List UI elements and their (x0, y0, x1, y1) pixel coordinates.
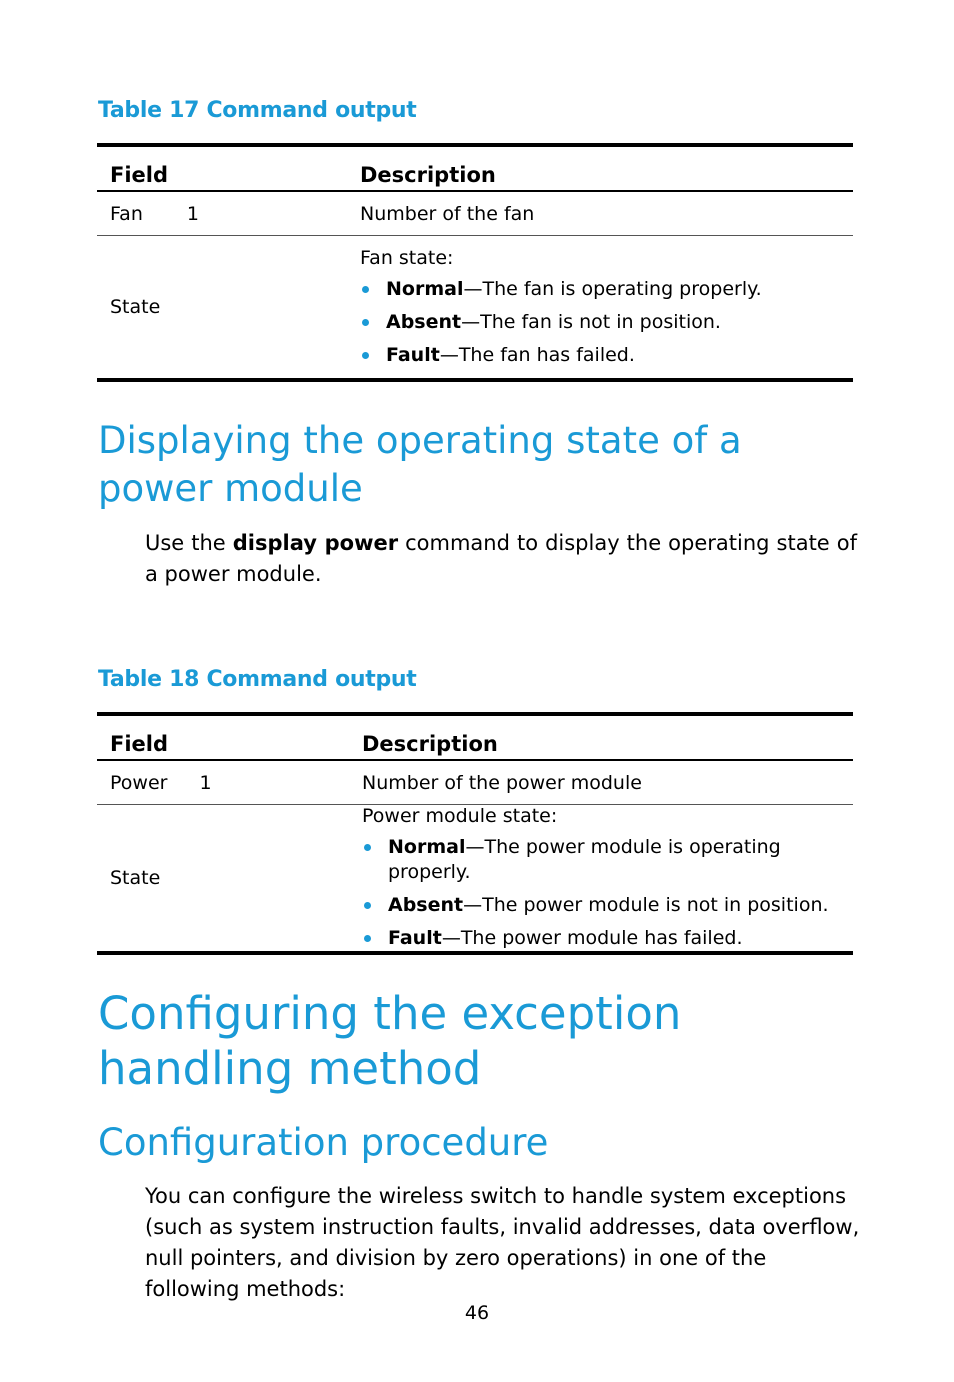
state-term: Absent (386, 310, 462, 333)
field-number: 1 (199, 771, 212, 794)
field-number: 1 (186, 202, 199, 225)
state-term: Fault (388, 927, 442, 949)
state-term: Normal (386, 277, 464, 300)
state-list (362, 835, 853, 951)
bullet-icon (362, 286, 369, 293)
table-17 (97, 143, 853, 382)
state-text: —The power module has failed. (441, 927, 743, 949)
state-lead: Power module state: (362, 805, 558, 827)
header-description: Description (347, 145, 853, 191)
table-17-caption: Table 17 Command output (98, 98, 417, 123)
table-row (97, 236, 853, 381)
state-term: Absent (388, 894, 464, 916)
configuration-procedure-heading: Configuration procedure (98, 1121, 549, 1164)
power-section-heading: Displaying the operating state of a power module (98, 419, 742, 510)
description-cell (349, 805, 853, 954)
list-item (360, 343, 853, 368)
bullet-icon (364, 935, 371, 942)
table-18 (97, 712, 853, 955)
field-cell: State (97, 236, 347, 381)
table-header-row (97, 145, 853, 191)
list-item (362, 926, 853, 951)
description-cell: Number of the fan (347, 191, 853, 236)
field-cell (97, 760, 349, 805)
state-term: Fault (386, 343, 440, 366)
state-text: —The power module is not in position. (463, 894, 829, 916)
list-item (360, 277, 853, 302)
list-item (362, 893, 853, 918)
para-text-pre: Use the (145, 531, 233, 555)
page-number: 46 (464, 1302, 490, 1324)
state-lead: Fan state: (360, 246, 454, 269)
state-list (360, 277, 853, 368)
power-section-paragraph (145, 528, 857, 590)
field-cell: State (97, 805, 349, 954)
bullet-icon (364, 844, 371, 851)
table-row (97, 191, 853, 236)
state-text: —The fan has failed. (439, 343, 635, 366)
table-header-row (97, 714, 853, 760)
state-term: Normal (388, 836, 466, 858)
description-cell (347, 236, 853, 381)
table-row (97, 805, 853, 954)
list-item (362, 835, 853, 885)
bullet-icon (362, 319, 369, 326)
field-cell (97, 191, 347, 236)
description-cell: Number of the power module (349, 760, 853, 805)
header-field: Field (97, 714, 349, 760)
header-field: Field (97, 145, 347, 191)
state-text: —The power module is operating properly. (388, 836, 781, 883)
command-name: display power (232, 531, 399, 555)
exception-section-heading: Configuring the exception handling method (98, 987, 682, 1095)
field-name: Fan (110, 202, 143, 225)
list-item (360, 310, 853, 335)
bullet-icon (364, 902, 371, 909)
state-text: —The fan is operating properly. (463, 277, 762, 300)
header-description: Description (349, 714, 853, 760)
bullet-icon (362, 352, 369, 359)
table-row (97, 760, 853, 805)
para-text-post: command to display the operating state of a power module. (145, 531, 857, 586)
exception-paragraph: You can configure the wireless switch to handle system exceptions (such as system instruction faults, invalid addresses, data overflow, null pointers, and division by zero operations) in one of the following methods: (145, 1184, 860, 1301)
field-name: Power (110, 771, 168, 794)
table-18-caption: Table 18 Command output (98, 667, 417, 692)
state-text: —The fan is not in position. (461, 310, 721, 333)
